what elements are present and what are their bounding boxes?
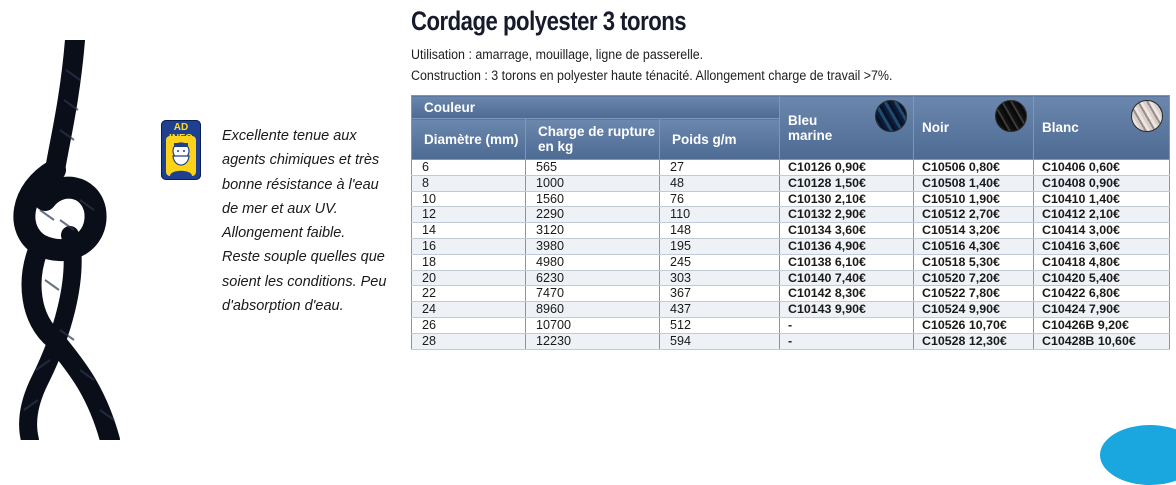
charge-cell: 1000 — [526, 175, 660, 191]
blanc-ref-cell: C10410 1,40€ — [1034, 191, 1170, 207]
white-rope-swatch-icon — [1131, 100, 1163, 132]
spec-table-body — [412, 160, 1170, 350]
col-weight: Poids g/m — [660, 119, 780, 160]
table-row — [412, 191, 1170, 207]
bleu-ref-cell: C10126 0,90€ — [780, 160, 914, 176]
usage-text: Utilisation : amarrage, mouillage, ligne de passerelle. — [411, 47, 704, 62]
weight-cell: 195 — [660, 238, 780, 254]
noir-ref-cell: C10518 5,30€ — [914, 254, 1034, 270]
noir-ref-cell: C10506 0,80€ — [914, 160, 1034, 176]
noir-ref-cell: C10526 10,70€ — [914, 317, 1034, 333]
corner-decoration — [1100, 425, 1176, 485]
col-noir-label: Noir — [922, 120, 950, 135]
charge-cell: 12230 — [526, 333, 660, 349]
charge-cell: 4980 — [526, 254, 660, 270]
weight-cell: 594 — [660, 333, 780, 349]
ad-info-label: AD — [173, 122, 189, 133]
table-row — [412, 238, 1170, 254]
navy-rope-swatch-icon — [875, 100, 907, 132]
diameter-cell: 28 — [412, 333, 526, 349]
weight-cell: 245 — [660, 254, 780, 270]
charge-cell: 2290 — [526, 207, 660, 223]
diameter-cell: 10 — [412, 191, 526, 207]
charge-cell: 1560 — [526, 191, 660, 207]
diameter-cell: 20 — [412, 270, 526, 286]
weight-cell: 303 — [660, 270, 780, 286]
table-row — [412, 160, 1170, 176]
blanc-ref-cell: C10412 2,10€ — [1034, 207, 1170, 223]
color-header: Couleur — [412, 96, 780, 119]
weight-cell: 110 — [660, 207, 780, 223]
noir-ref-cell: C10528 12,30€ — [914, 333, 1034, 349]
diameter-cell: 16 — [412, 238, 526, 254]
noir-ref-cell: C10516 4,30€ — [914, 238, 1034, 254]
charge-cell: 6230 — [526, 270, 660, 286]
charge-cell: 3120 — [526, 223, 660, 239]
noir-ref-cell: C10514 3,20€ — [914, 223, 1034, 239]
col-noir — [914, 96, 1034, 160]
blanc-ref-cell: C10408 0,90€ — [1034, 175, 1170, 191]
blanc-ref-cell: C10422 6,80€ — [1034, 286, 1170, 302]
col-blanc-label: Blanc — [1042, 120, 1079, 135]
table-row — [412, 254, 1170, 270]
sailor-face-icon — [166, 136, 196, 176]
weight-cell: 27 — [660, 160, 780, 176]
blanc-ref-cell: C10418 4,80€ — [1034, 254, 1170, 270]
blanc-ref-cell: C10428B 10,60€ — [1034, 333, 1170, 349]
noir-ref-cell: C10510 1,90€ — [914, 191, 1034, 207]
col-diameter: Diamètre (mm) — [412, 119, 526, 160]
construction-text: Construction : 3 torons en polyester haute ténacité. Allongement charge de travail >7%. — [411, 68, 893, 83]
bleu-ref-cell: C10138 6,10€ — [780, 254, 914, 270]
weight-cell: 367 — [660, 286, 780, 302]
diameter-cell: 26 — [412, 317, 526, 333]
table-row — [412, 270, 1170, 286]
table-row — [412, 286, 1170, 302]
diameter-cell: 14 — [412, 223, 526, 239]
charge-cell: 7470 — [526, 286, 660, 302]
table-row — [412, 302, 1170, 318]
table-row — [412, 207, 1170, 223]
ad-info-badge — [161, 120, 201, 180]
weight-cell: 512 — [660, 317, 780, 333]
col-bleu-label: Bleu marine — [788, 112, 833, 143]
table-row — [412, 333, 1170, 349]
bleu-ref-cell: C10130 2,10€ — [780, 191, 914, 207]
blanc-ref-cell: C10424 7,90€ — [1034, 302, 1170, 318]
blanc-ref-cell: C10426B 9,20€ — [1034, 317, 1170, 333]
diameter-cell: 12 — [412, 207, 526, 223]
table-row — [412, 317, 1170, 333]
bleu-ref-cell: C10143 9,90€ — [780, 302, 914, 318]
noir-ref-cell: C10520 7,20€ — [914, 270, 1034, 286]
diameter-cell: 18 — [412, 254, 526, 270]
noir-ref-cell: C10512 2,70€ — [914, 207, 1034, 223]
diameter-cell: 6 — [412, 160, 526, 176]
blanc-ref-cell: C10420 5,40€ — [1034, 270, 1170, 286]
product-title: Cordage polyester 3 torons — [411, 6, 687, 36]
noir-ref-cell: C10508 1,40€ — [914, 175, 1034, 191]
bleu-ref-cell: C10142 8,30€ — [780, 286, 914, 302]
bleu-ref-cell: C10134 3,60€ — [780, 223, 914, 239]
charge-cell: 565 — [526, 160, 660, 176]
diameter-cell: 22 — [412, 286, 526, 302]
blanc-ref-cell: C10414 3,00€ — [1034, 223, 1170, 239]
diameter-cell: 8 — [412, 175, 526, 191]
noir-ref-cell: C10522 7,80€ — [914, 286, 1034, 302]
table-row — [412, 223, 1170, 239]
weight-cell: 76 — [660, 191, 780, 207]
bleu-ref-cell: C10140 7,40€ — [780, 270, 914, 286]
bleu-ref-cell: C10132 2,90€ — [780, 207, 914, 223]
col-charge: Charge de rupture en kg — [526, 119, 660, 160]
black-rope-swatch-icon — [995, 100, 1027, 132]
charge-cell: 8960 — [526, 302, 660, 318]
blanc-ref-cell: C10406 0,60€ — [1034, 160, 1170, 176]
bleu-ref-cell: - — [780, 333, 914, 349]
bleu-ref-cell: - — [780, 317, 914, 333]
blanc-ref-cell: C10416 3,60€ — [1034, 238, 1170, 254]
charge-cell: 10700 — [526, 317, 660, 333]
bleu-ref-cell: C10128 1,50€ — [780, 175, 914, 191]
charge-cell: 3980 — [526, 238, 660, 254]
weight-cell: 48 — [660, 175, 780, 191]
diameter-cell: 24 — [412, 302, 526, 318]
bleu-ref-cell: C10136 4,90€ — [780, 238, 914, 254]
table-row — [412, 175, 1170, 191]
col-bleu-marine — [780, 96, 914, 160]
weight-cell: 437 — [660, 302, 780, 318]
product-description: Excellente tenue aux agents chimiques et très bonne résistance à l'eau de mer et aux UV. Allongement faible. Reste souple quelles que soient les conditions. Peu d'absorption d'eau. — [222, 128, 387, 315]
weight-cell: 148 — [660, 223, 780, 239]
spec-table — [411, 95, 1170, 350]
col-blanc — [1034, 96, 1170, 160]
noir-ref-cell: C10524 9,90€ — [914, 302, 1034, 318]
rope-illustration — [0, 40, 130, 440]
